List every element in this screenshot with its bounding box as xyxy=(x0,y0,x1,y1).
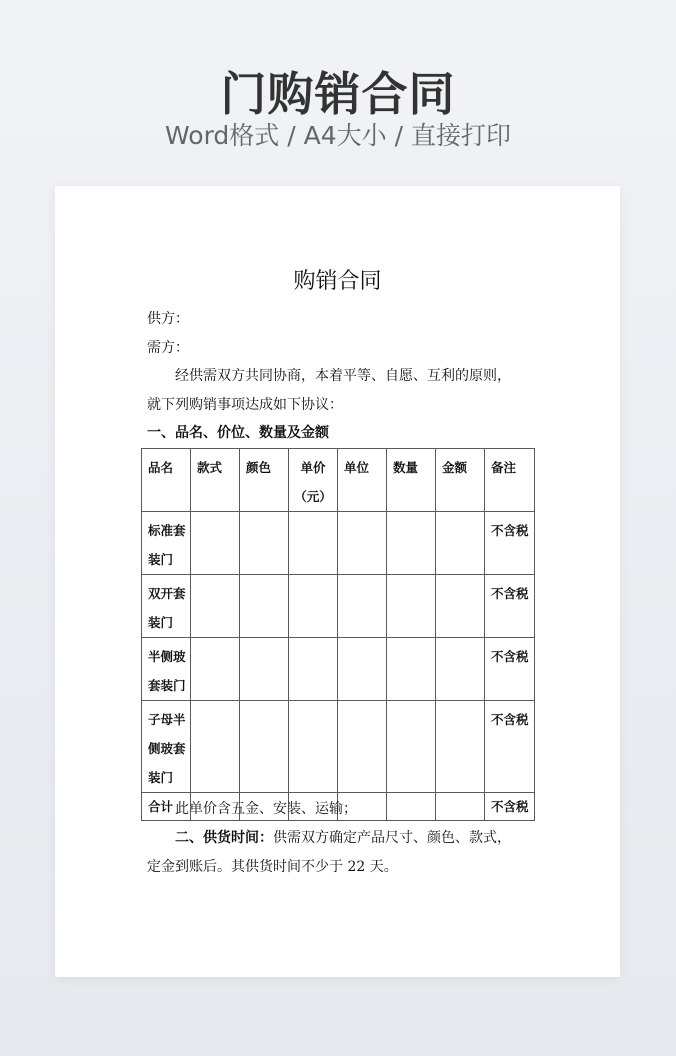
row-color-cell xyxy=(240,512,289,575)
total-empty-cell xyxy=(387,793,436,821)
document-page xyxy=(55,186,620,977)
intro-line-2: 就下列购销事项达成如下协议： xyxy=(147,397,343,413)
row-note-cell: 不含税 xyxy=(485,701,535,793)
row-note-cell: 不含税 xyxy=(485,575,535,638)
document-title: 购销合同 xyxy=(293,269,382,294)
banner-subtitle: Word格式 / A4大小 / 直接打印 xyxy=(165,121,511,150)
row-name-cell: 标准套装门 xyxy=(142,512,191,575)
row-unit-price-cell xyxy=(289,575,338,638)
header-cell-color: 颜色 xyxy=(240,449,289,512)
table-row xyxy=(142,701,535,793)
row-style-cell xyxy=(191,638,240,701)
banner-title: 门购销合同 xyxy=(220,67,456,121)
header-cell-style: 款式 xyxy=(191,449,240,512)
row-amount-cell xyxy=(436,512,485,575)
row-unit-price-cell xyxy=(289,512,338,575)
section1-heading: 一、品名、价位、数量及金额 xyxy=(147,425,329,441)
total-note-cell: 不含税 xyxy=(485,793,535,821)
row-name-cell: 双开套装门 xyxy=(142,575,191,638)
table-row xyxy=(142,512,535,575)
row-name-cell: 半侧玻套装门 xyxy=(142,638,191,701)
price-note: 此单价含五金、安装、运输； xyxy=(175,801,357,817)
row-unit-price-cell xyxy=(289,701,338,793)
row-style-cell xyxy=(191,512,240,575)
row-style-cell xyxy=(191,701,240,793)
table-header-row xyxy=(142,449,535,512)
row-amount-cell xyxy=(436,575,485,638)
header-cell-unit-price: 单价（元） xyxy=(289,449,338,512)
header-cell-name: 品名 xyxy=(142,449,191,512)
table-row xyxy=(142,638,535,701)
section2-line-2: 定金到账后。其供货时间不少于 22 天。 xyxy=(147,859,398,875)
total-label-cell: 合计 xyxy=(142,793,191,821)
section2-text-1: 供需双方确定产品尺寸、颜色、款式， xyxy=(273,830,511,846)
row-color-cell xyxy=(240,638,289,701)
row-unit-cell xyxy=(338,701,387,793)
header-cell-unit: 单位 xyxy=(338,449,387,512)
row-color-cell xyxy=(240,701,289,793)
intro-line-1: 经供需双方共同协商，本着平等、自愿、互利的原则， xyxy=(175,368,511,384)
row-color-cell xyxy=(240,575,289,638)
header-cell-quantity: 数量 xyxy=(387,449,436,512)
row-amount-cell xyxy=(436,701,485,793)
supplier-label: 供方： xyxy=(147,311,189,327)
row-quantity-cell xyxy=(387,701,436,793)
section2-line-1 xyxy=(175,828,511,848)
buyer-label: 需方： xyxy=(147,340,189,356)
header-cell-note: 备注 xyxy=(485,449,535,512)
row-quantity-cell xyxy=(387,638,436,701)
row-quantity-cell xyxy=(387,575,436,638)
row-amount-cell xyxy=(436,638,485,701)
row-quantity-cell xyxy=(387,512,436,575)
total-empty-cell xyxy=(436,793,485,821)
row-unit-cell xyxy=(338,512,387,575)
section2-heading: 二、供货时间： xyxy=(175,830,273,846)
header-cell-amount: 金额 xyxy=(436,449,485,512)
goods-table xyxy=(141,448,535,821)
row-name-cell: 子母半侧玻套装门 xyxy=(142,701,191,793)
row-unit-price-cell xyxy=(289,638,338,701)
row-note-cell: 不含税 xyxy=(485,638,535,701)
row-style-cell xyxy=(191,575,240,638)
row-note-cell: 不含税 xyxy=(485,512,535,575)
table-row xyxy=(142,575,535,638)
row-unit-cell xyxy=(338,638,387,701)
row-unit-cell xyxy=(338,575,387,638)
